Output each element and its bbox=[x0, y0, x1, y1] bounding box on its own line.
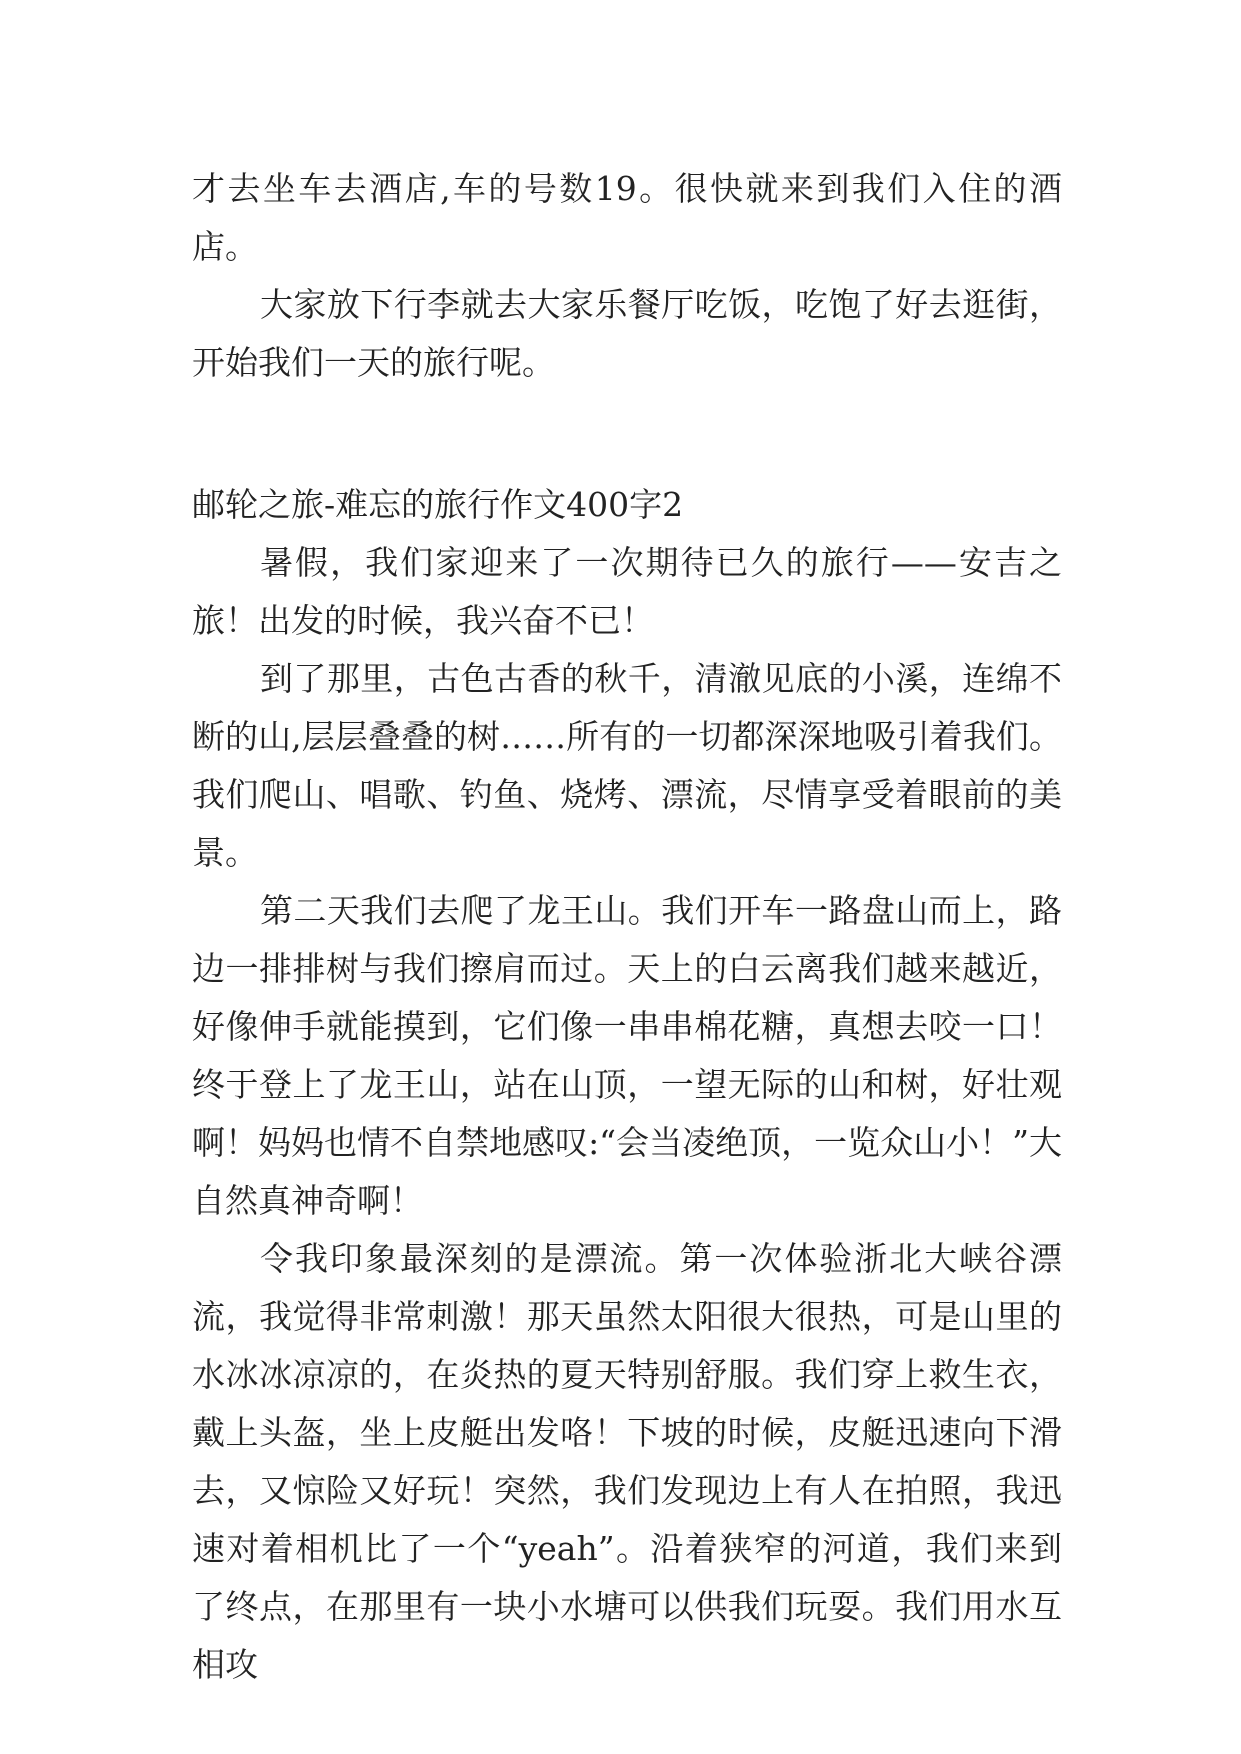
paragraph-longwang-mountain: 第二天我们去爬了龙王山。我们开车一路盘山而上，路边一排排树与我们擦肩而过。天上的白云离我们越来越近，好像伸手就能摸到，它们像一串串棉花糖，真想去咬一口！终于登上了龙王山，站在山顶，一望无际的山和树，好壮观啊！妈妈也情不自禁地感叹:“会当凌绝顶，一览众山小！”大自然真神奇啊！ bbox=[192, 891, 1062, 1220]
paragraph-rafting: 令我印象最深刻的是漂流。第一次体验浙北大峡谷漂流，我觉得非常刺激！那天虽然太阳很大很热，可是山里的水冰冰凉凉的，在炎热的夏天特别舒服。我们穿上救生衣，戴上头盔，坐上皮艇出发咯！下坡的时候，皮艇迅速向下滑去，又惊险又好玩！突然，我们发现边上有人在拍照，我迅速对着相机比了一个“yeah”。沿着狭窄的河道，我们来到了终点，在那里有一块小水塘可以供我们玩耍。我们用水互相攻 bbox=[192, 1239, 1062, 1684]
document-body bbox=[192, 160, 1062, 1694]
paragraph-continuation: 才去坐车去酒店,车的号数19。很快就来到我们入住的酒店。 bbox=[192, 169, 1062, 266]
paragraph-summer-trip: 暑假，我们家迎来了一次期待已久的旅行——安吉之旅！出发的时候，我兴奋不已！ bbox=[192, 543, 1062, 640]
paragraph-dinner: 大家放下行李就去大家乐餐厅吃饭，吃饱了好去逛街，开始我们一天的旅行呢。 bbox=[192, 285, 1062, 382]
section-title: 邮轮之旅-难忘的旅行作文400字2 bbox=[192, 485, 684, 524]
paragraph-scenery: 到了那里，古色古香的秋千，清澈见底的小溪，连绵不断的山,层层叠叠的树……所有的一切都深深地吸引着我们。我们爬山、唱歌、钓鱼、烧烤、漂流，尽情享受着眼前的美景。 bbox=[192, 659, 1062, 872]
